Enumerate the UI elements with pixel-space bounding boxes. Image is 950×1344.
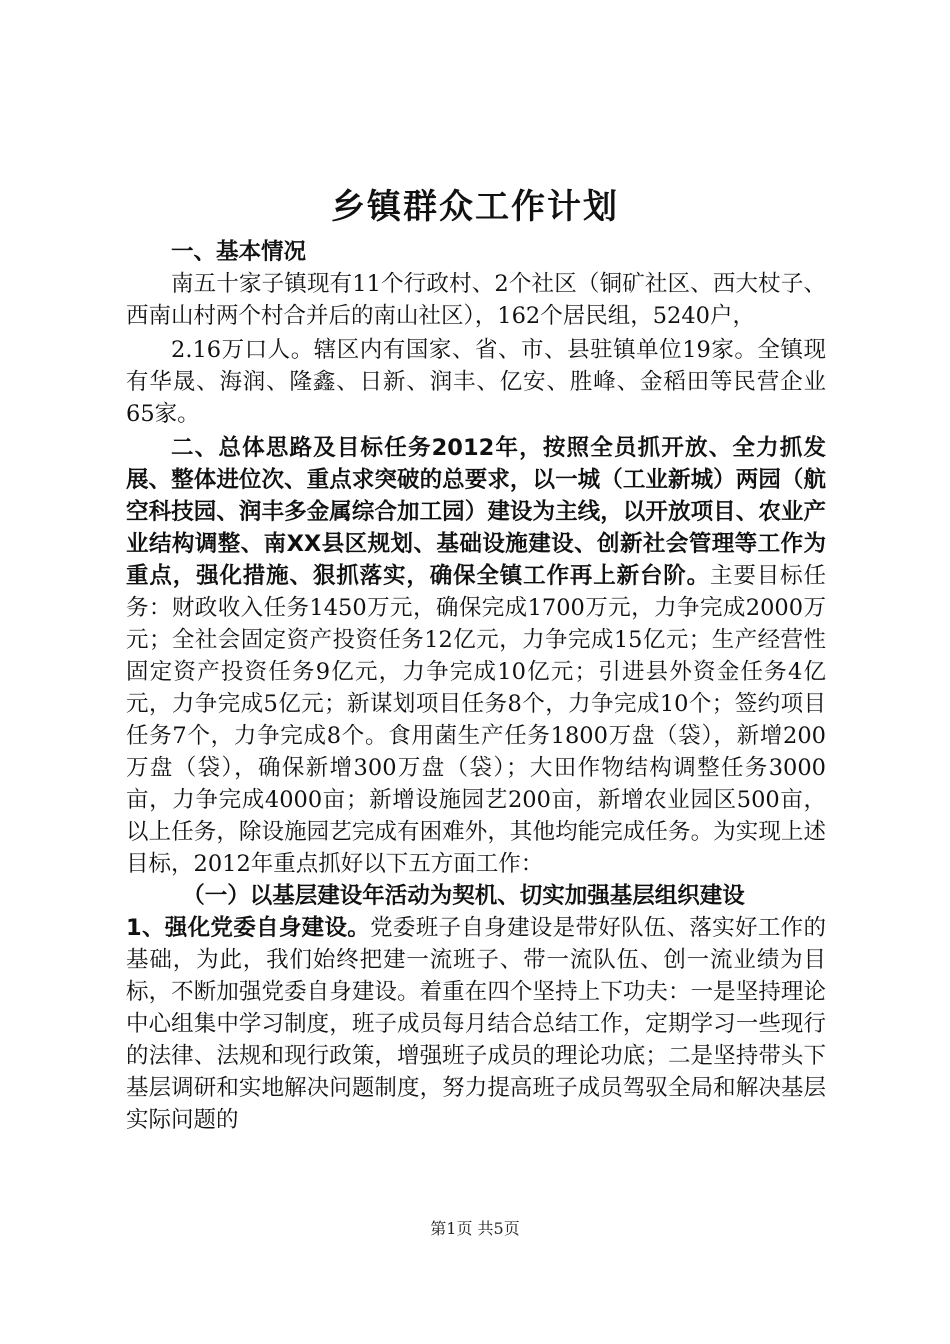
document-body [126,236,826,1136]
party-building-lead: 1、强化党委自身建设。 [126,915,371,941]
document-title: 乡镇群众工作计划 [331,187,619,227]
party-building-text: 党委班子自身建设是带好队伍、落实好工作的基础，为此，我们始终把建一流班子、带一流队伍、创一流业绩为目标，不断加强党委自身建设。着重在四个坚持上下功夫：一是坚持理论中心组集中学习制度，班子成员每月结合总结工作，定期学习一些现行的法律、法规和现行政策，增强班子成员的理论功底；二是坚持带头下基层调研和实地解决问题制度，努力提高班子成员驾驭全局和解决基层实际问题的 [126,915,826,1133]
paragraph-basic-info-1: 南五十家子镇现有11个行政村、2个社区（铜矿社区、西大杖子、西南山村两个村合并后的南山社区），162个居民组，5240户， [126,271,826,329]
overall-goals-text: 主要目标任务：财政收入任务1450万元，确保完成1700万元，力争完成2000万元；全社会固定资产投资任务12亿元，力争完成15亿元；生产经营性固定资产投资任务9亿元，力争完成10亿元；引进县外资金任务4亿元，力争完成5亿元；新谋划项目任务8个，力争完成10个；签约项目任务7个，力争完成8个。食用菌生产任务1800万盘（袋），新增200万盘（袋），确保新增300万盘（袋）；大田作物结构调整任务3000亩，力争完成4000亩；新增设施园艺200亩，新增农业园区500亩，以上任务，除设施园艺完成有困难外，其他均能完成任务。为实现上述目标，2012年重点抓好以下五方面工作： [126,563,826,877]
section-heading-basic-info: 一、基本情况 [171,239,307,265]
paragraph-party-building [126,912,826,1136]
subsection-heading-grassroots: （一）以基层建设年活动为契机、切实加强基层组织建设 [182,883,745,909]
paragraph-basic-info-2: 2.16万口人。辖区内有国家、省、市、县驻镇单位19家。全镇现有华晟、海润、隆鑫、日新、润丰、亿安、胜峰、金稻田等民营企业65家。 [126,337,826,427]
paragraph-overall-goals [126,432,826,880]
page-footer: 第1页 共5页 [430,1219,520,1238]
overall-goals-lead: 二、总体思路及目标任务2012年，按照全员抓开放、全力抓发展、整体进位次、重点求突破的总要求，以一城（工业新城）两园（航空科技园、润丰多金属综合加工园）建设为主线，以开放项目、农业产业结构调整、南XX县区规划、基础设施建设、创新社会管理等工作为重点，强化措施、狠抓落实，确保全镇工作再上新台阶。 [126,435,826,589]
